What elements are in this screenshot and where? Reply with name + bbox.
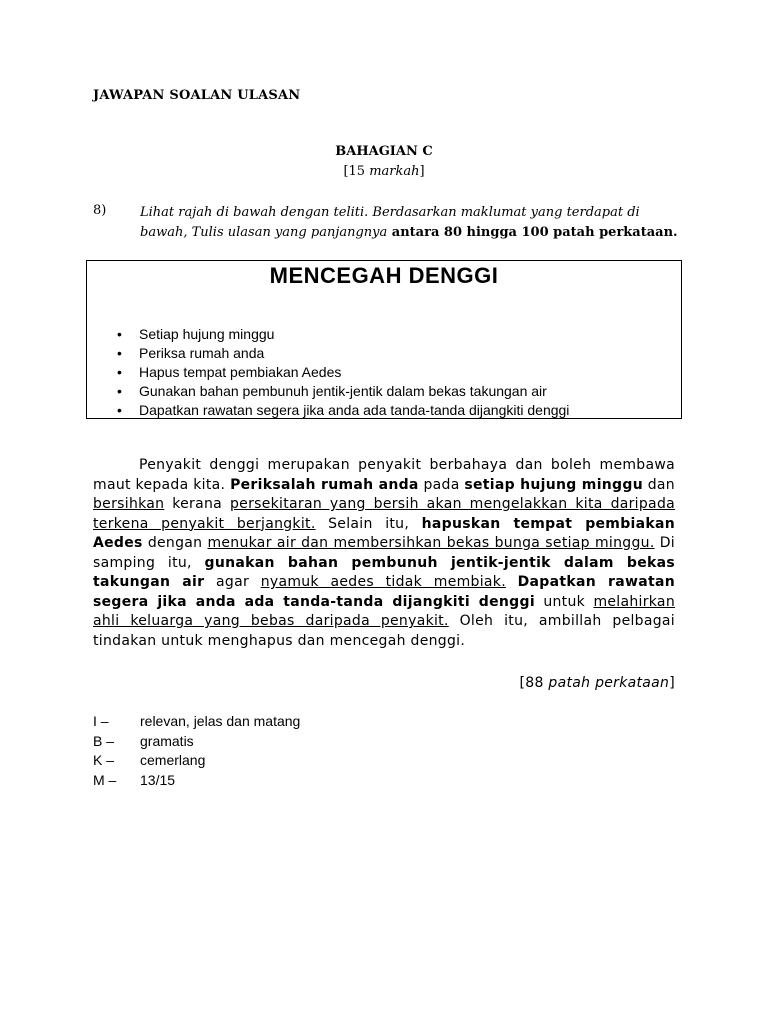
- essay-keypoint: setiap hujung minggu: [464, 476, 643, 493]
- grade-key: M –: [93, 771, 117, 788]
- essay-text: Selain itu,: [315, 515, 422, 532]
- essay-text: kerana: [164, 496, 230, 512]
- list-item: [111, 344, 569, 363]
- marks-open: [15: [343, 164, 370, 179]
- section-title: BAHAGIAN C: [335, 144, 433, 159]
- list-item-text: Dapatkan rawatan segera jika anda ada tanda-tanda dijangkiti denggi: [139, 402, 570, 418]
- word-count-open: [88: [519, 675, 549, 691]
- essay-text: Oleh itu, ambillah pelbagai tindakan untuk menghapus dan mencegah denggi.: [93, 613, 676, 649]
- essay-paragraph: [93, 456, 675, 651]
- list-item: [111, 325, 569, 344]
- bullet-icon: •: [117, 364, 122, 380]
- bullet-icon: •: [117, 402, 122, 418]
- list-item-text: Setiap hujung minggu: [139, 326, 275, 342]
- grade-value: gramatis: [140, 732, 194, 749]
- question-instruction: [140, 203, 680, 243]
- grading-list: [93, 712, 413, 790]
- grade-row: [93, 751, 413, 771]
- grade-row: [93, 712, 413, 732]
- grade-key: I –: [93, 713, 109, 729]
- info-box: [86, 260, 682, 419]
- bullet-list: [111, 325, 569, 420]
- essay-keypoint: gunakan bahan pembunuh jentik-jentik dalam bekas takungan air: [93, 554, 675, 590]
- list-item: [111, 363, 569, 382]
- list-item: [111, 382, 569, 401]
- essay-elaboration: persekitaran yang bersih akan mengelakkan kita daripada terkena penyakit berjangkit.: [93, 496, 676, 532]
- marks-label: [0, 164, 768, 179]
- grade-row: [93, 771, 413, 791]
- essay-elaboration: bersihkan: [93, 496, 165, 512]
- essay-text: [506, 574, 518, 590]
- essay-elaboration: melahirkan ahli keluarga yang bebas daripada penyakit.: [93, 593, 675, 629]
- marks-word: markah: [369, 164, 420, 179]
- essay-text: Penyakit denggi merupakan penyakit berbahaya dan boleh membawa maut kepada kita.: [93, 457, 675, 493]
- essay-keypoint: hapuskan tempat pembiakan Aedes: [93, 515, 675, 551]
- essay-text: Di samping itu,: [93, 535, 675, 571]
- list-item-text: Hapus tempat pembiakan Aedes: [139, 364, 342, 380]
- list-item: [111, 401, 569, 420]
- essay-text: agar: [204, 574, 261, 590]
- bullet-icon: •: [117, 383, 122, 399]
- essay-text: dan: [642, 476, 675, 493]
- instruction-bold: antara 80 hingga 100 patah perkataan.: [387, 225, 678, 240]
- word-count-close: ]: [669, 675, 675, 691]
- question-number: 8): [93, 203, 107, 218]
- instruction-italic: Lihat rajah di bawah dengan teliti. Berdasarkan maklumat yang terdapat di bawah, Tulis ulasan yang panjangnya: [140, 205, 640, 240]
- essay-keypoint: Periksalah rumah anda: [230, 476, 419, 493]
- bullet-icon: •: [117, 345, 122, 361]
- bullet-icon: •: [117, 326, 122, 342]
- list-item-text: Gunakan bahan pembunuh jentik-jentik dalam bekas takungan air: [139, 383, 547, 399]
- marks-close: ]: [419, 164, 425, 179]
- grade-row: [93, 732, 413, 752]
- grade-key: B –: [93, 732, 115, 749]
- word-count-label: patah perkataan: [548, 675, 670, 691]
- box-title: MENCEGAH DENGGI: [269, 263, 499, 288]
- word-count: [93, 675, 675, 691]
- essay-text: untuk: [534, 593, 594, 610]
- grade-value: 13/15: [140, 771, 176, 788]
- essay-text: dengan: [142, 535, 208, 551]
- essay-elaboration: menukar air dan membersihkan bekas bunga setiap minggu.: [207, 535, 655, 551]
- grade-value: relevan, jelas dan matang: [140, 713, 301, 729]
- document-title: JAWAPAN SOALAN ULASAN: [93, 88, 301, 103]
- grade-value: cemerlang: [140, 752, 206, 768]
- list-item-text: Periksa rumah anda: [139, 345, 265, 361]
- essay-elaboration: nyamuk aedes tidak membiak.: [260, 574, 506, 590]
- grade-key: K –: [93, 752, 115, 768]
- essay-keypoint: Dapatkan rawatan segera jika anda ada tanda-tanda dijangkiti denggi: [93, 574, 675, 610]
- essay-text: pada: [418, 476, 465, 493]
